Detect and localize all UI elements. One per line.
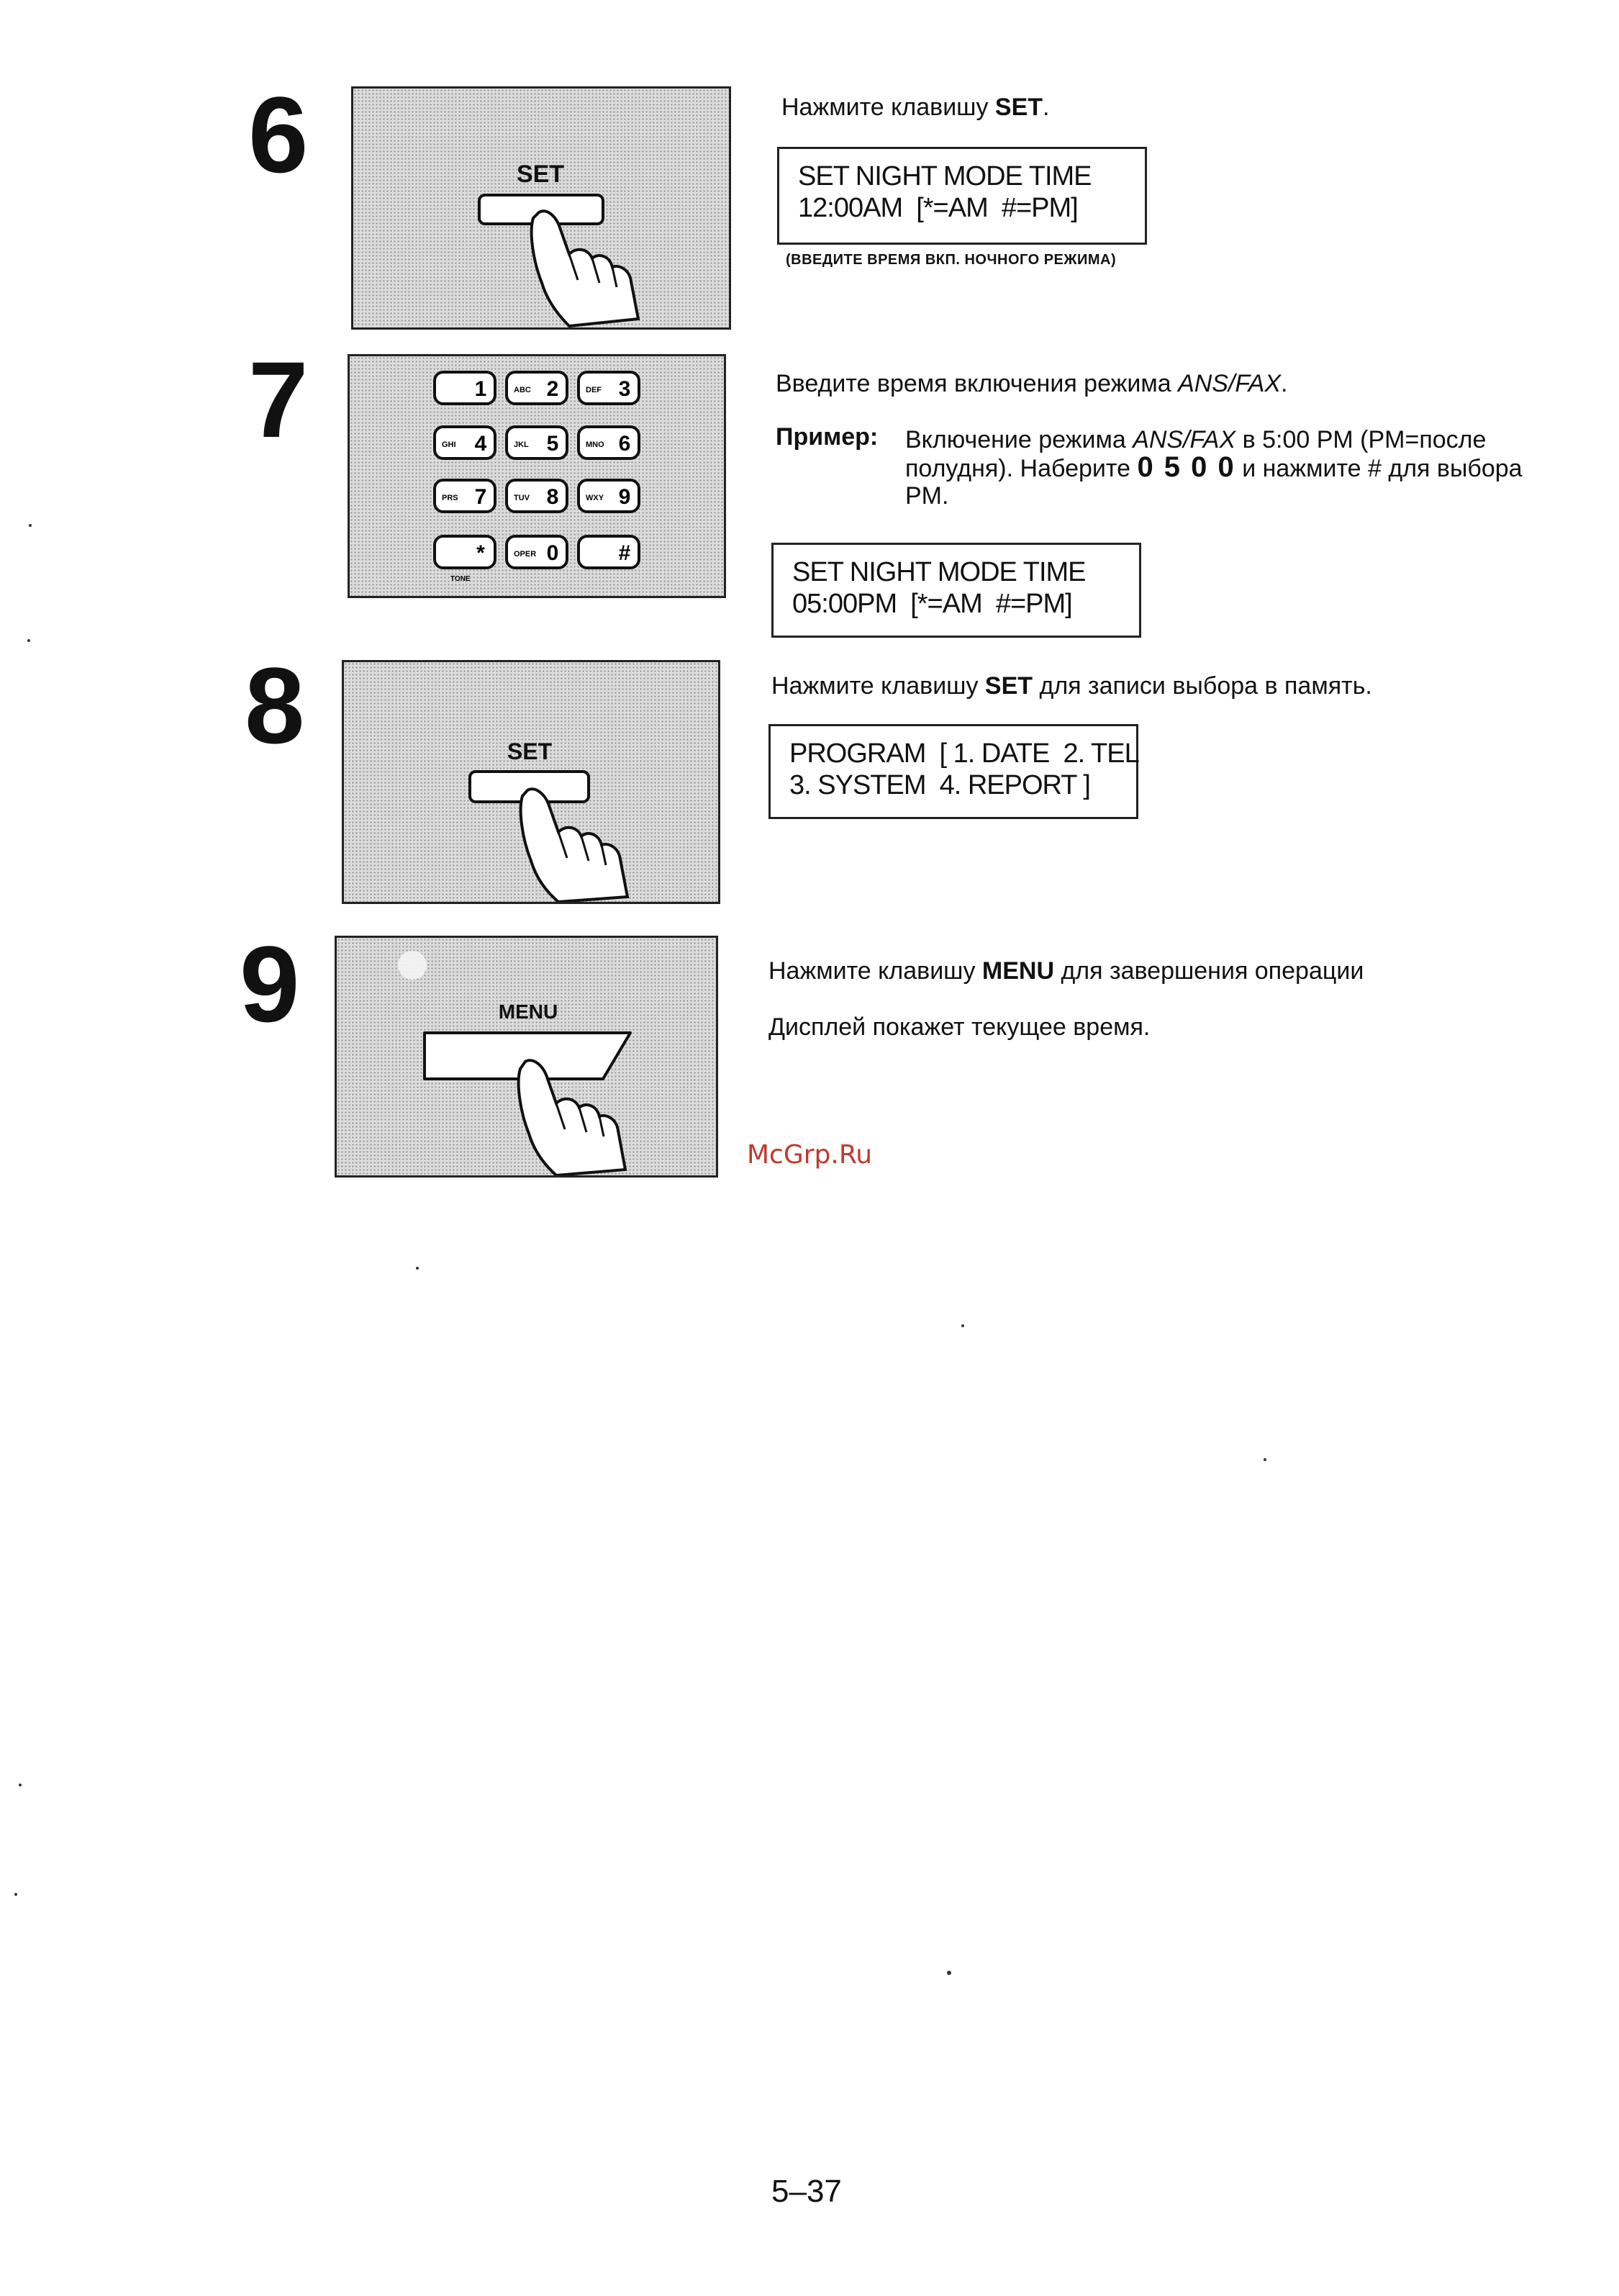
step6-caption: (ВВЕДИТЕ ВРЕМЯ ВКП. НОЧНОГО РЕЖИМА) xyxy=(786,252,1117,268)
step9-text-before: Нажмите клавишу xyxy=(768,957,982,985)
menu-button-drawing xyxy=(337,938,716,1175)
keypad-key-letters: JKL xyxy=(514,440,529,449)
scan-speck xyxy=(27,639,30,642)
lcd-line-1: PROGRAM [ 1. DATE 2. TEL xyxy=(789,738,1139,769)
step8-lcd-display xyxy=(768,724,1138,819)
scan-speck xyxy=(947,1971,951,1975)
keypad-key-letters: PRS xyxy=(442,494,458,502)
set-button-drawing xyxy=(353,89,729,327)
step9-key-menu: MENU xyxy=(981,957,1055,985)
keypad-key-letters: GHI xyxy=(442,440,456,449)
lcd-line-1: SET NIGHT MODE TIME xyxy=(798,161,1092,191)
set-button-label: SET xyxy=(516,161,565,188)
keypad-key-digit: 7 xyxy=(474,485,487,509)
step-number-6: 6 xyxy=(248,74,309,195)
example-mode: ANS/FAX xyxy=(1133,426,1236,453)
keypad-key-1 xyxy=(435,372,495,404)
keypad-key-8 xyxy=(507,480,567,512)
step8-instruction xyxy=(771,671,1372,702)
keypad-key-7 xyxy=(435,480,495,512)
step-number-8: 8 xyxy=(245,645,305,766)
example-t3: и нажмите # для выбора PM. xyxy=(905,455,1523,510)
keypad-key-0 xyxy=(507,536,567,568)
keypad-key-6 xyxy=(579,427,639,458)
lcd-line-2: 3. SYSTEM 4. REPORT ] xyxy=(789,770,1090,800)
lcd-line-1: SET NIGHT MODE TIME xyxy=(792,557,1086,587)
example-t2: в 5:00 PM (PM=после полудня). Наберите xyxy=(905,426,1487,482)
keypad-key-digit: 1 xyxy=(474,377,487,401)
step6-instruction xyxy=(781,92,1049,123)
keypad-key-4 xyxy=(435,427,495,458)
step6-text-before: Нажмите клавишу xyxy=(781,94,995,121)
keypad-key-digit: 2 xyxy=(546,377,559,401)
keypad-key-star xyxy=(435,536,495,568)
set-button-drawing xyxy=(344,662,718,902)
keypad-key-5 xyxy=(507,427,567,458)
step-number-9: 9 xyxy=(240,923,300,1044)
example-label: Пример: xyxy=(776,423,879,451)
keypad-key-letters: OPER xyxy=(514,550,537,559)
keypad-key-digit: # xyxy=(618,541,631,565)
step9-instruction xyxy=(768,956,1364,987)
step8-key-set: SET xyxy=(984,672,1033,700)
example-t1: Включение режима xyxy=(905,426,1133,453)
keypad-key-hash xyxy=(579,536,639,568)
keypad-key-letters: WXY xyxy=(586,494,604,502)
scan-speck xyxy=(416,1267,419,1270)
step9-extra-text: Дисплей покажет текущее время. xyxy=(768,1013,1151,1041)
keypad-key-letters: MNO xyxy=(586,440,604,449)
keypad-key-digit: 4 xyxy=(474,432,487,456)
page-number: 5–37 xyxy=(771,2174,842,2209)
example-digits: 0 5 0 0 xyxy=(1137,451,1235,483)
keypad-key-digit: 6 xyxy=(618,432,631,456)
keypad-key-letters: DEF xyxy=(586,386,602,394)
set-button-illustration xyxy=(342,660,720,904)
menu-button-illustration xyxy=(335,936,718,1178)
step7-instruction xyxy=(776,369,1288,399)
step-number-7: 7 xyxy=(248,339,309,460)
watermark: McGrp.Ru xyxy=(747,1140,873,1170)
example-text xyxy=(905,426,1538,510)
step7-text-before: Введите время включения режима xyxy=(776,370,1179,397)
keypad-drawing xyxy=(350,356,724,596)
scan-speck xyxy=(19,1784,22,1786)
keypad-key-digit: 0 xyxy=(546,541,559,565)
step6-text-after: . xyxy=(1043,94,1050,121)
step8-text-before: Нажмите клавишу xyxy=(771,672,985,700)
keypad-key-digit: 8 xyxy=(546,485,559,509)
set-button-illustration xyxy=(351,86,731,330)
menu-button-label: MENU xyxy=(498,1000,558,1023)
keypad-illustration xyxy=(348,354,726,598)
scan-speck xyxy=(961,1324,964,1327)
step9-text-after: для завершения операции xyxy=(1054,957,1364,985)
keypad-key-3 xyxy=(579,372,639,404)
step7-lcd-display xyxy=(771,543,1141,638)
lcd-line-2: 05:00PM [*=AM #=PM] xyxy=(792,589,1072,619)
keypad-tone-label: TONE xyxy=(450,575,471,583)
step8-text-after: для записи выбора в память. xyxy=(1033,672,1372,700)
keypad-key-digit: * xyxy=(476,541,485,565)
keypad-key-2 xyxy=(507,372,567,404)
lcd-line-2: 12:00AM [*=AM #=PM] xyxy=(798,193,1078,223)
keypad-key-digit: 3 xyxy=(618,377,631,401)
keypad-key-letters: TUV xyxy=(514,494,530,502)
keypad-key-letters: ABC xyxy=(514,386,531,394)
scan-speck xyxy=(14,1893,17,1896)
step7-text-after: . xyxy=(1281,370,1288,397)
set-button-label: SET xyxy=(507,738,553,764)
keypad-key-digit: 9 xyxy=(618,485,631,509)
step6-lcd-display xyxy=(777,147,1147,245)
scan-speck xyxy=(1264,1458,1266,1461)
step7-mode: ANS/FAX xyxy=(1178,370,1282,397)
scan-speck xyxy=(29,524,32,527)
step6-key-set: SET xyxy=(994,94,1043,121)
keypad-key-9 xyxy=(579,480,639,512)
keypad-key-digit: 5 xyxy=(546,432,559,456)
